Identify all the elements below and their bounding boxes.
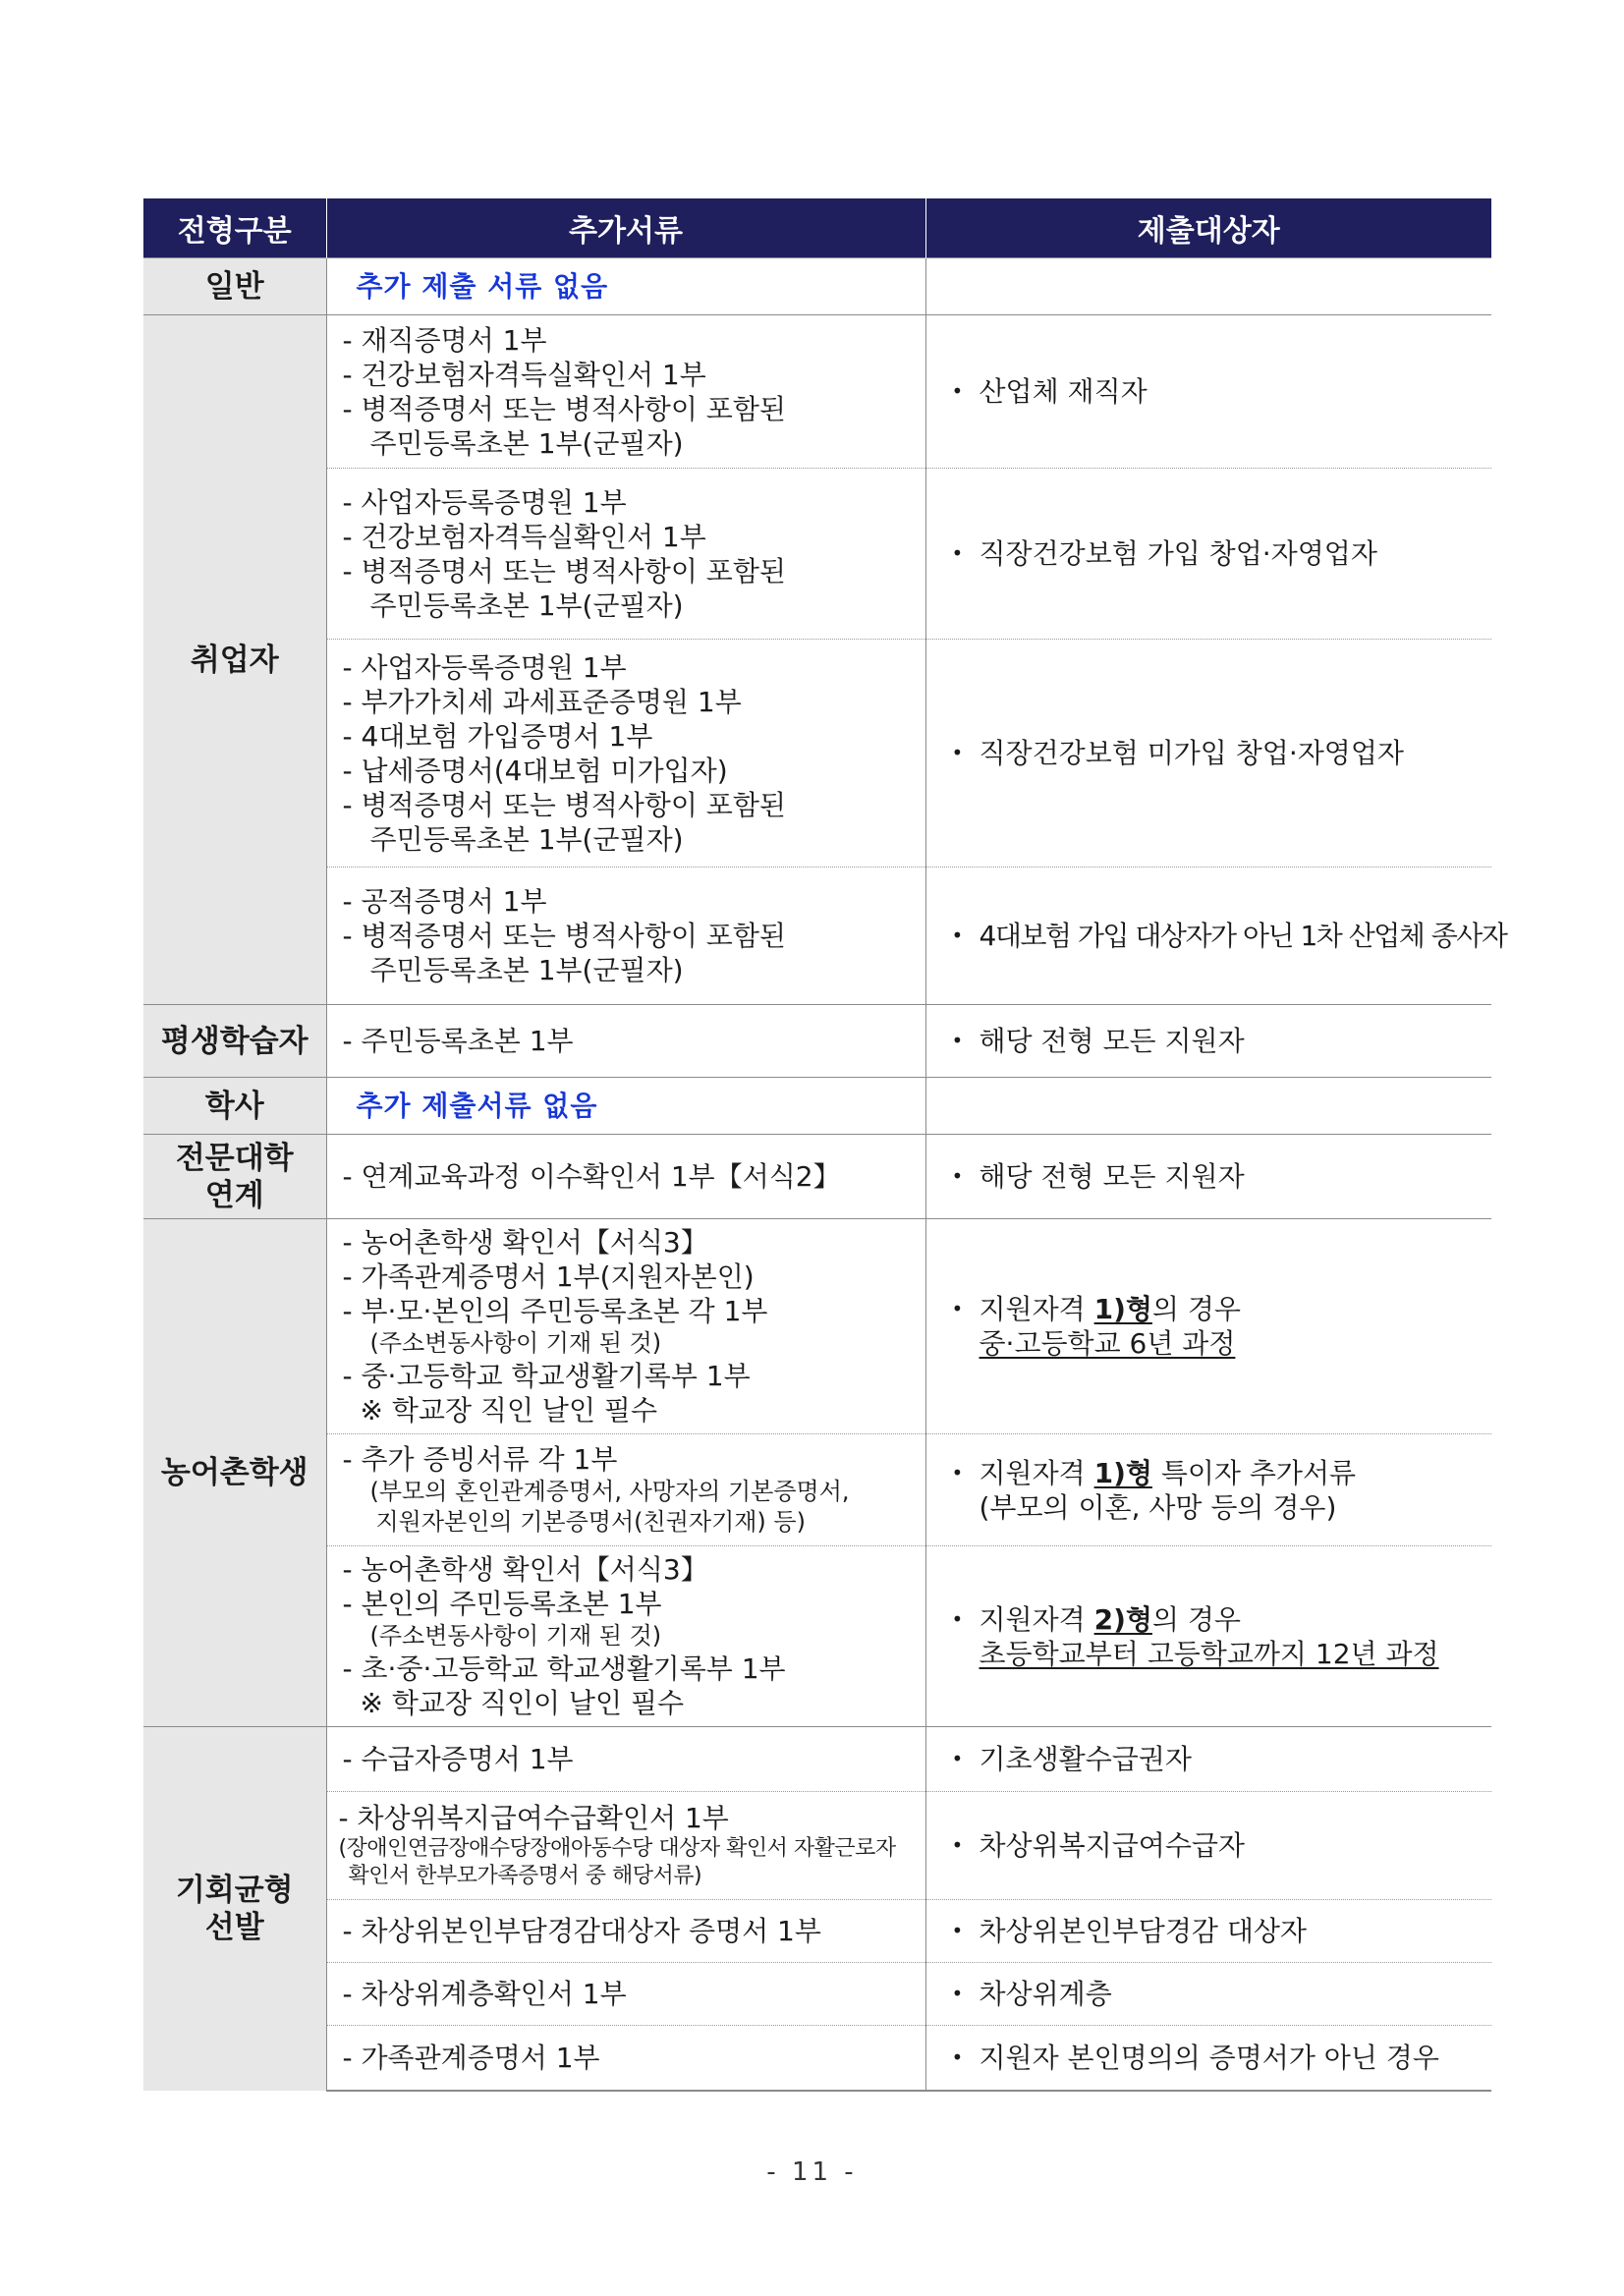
target-text: • 직장건강보험 가입 창업·자영업자	[952, 536, 1479, 571]
doc-line: - 사업자등록증명원 1부	[342, 485, 627, 519]
target-suffix: 의 경우	[1151, 1602, 1241, 1636]
target-cell	[925, 1900, 1491, 1963]
table-row	[143, 868, 1491, 1005]
docs-cell	[326, 640, 925, 868]
target-cell	[925, 1135, 1491, 1219]
target-prefix: 지원자격	[979, 1456, 1094, 1489]
qualification-type: 1)형	[1093, 1456, 1152, 1489]
doc-line: (부모의 혼인관계증명서, 사망자의 기본증명서,	[369, 1478, 850, 1505]
target-cell	[925, 1434, 1491, 1546]
target-text: • 차상위본인부담경감 대상자	[952, 1914, 1479, 1948]
doc-line: - 병적증명서 또는 병적사항이 포함된	[342, 920, 786, 952]
qualification-type: 1)형	[1093, 1293, 1152, 1325]
target-cell	[925, 315, 1491, 469]
docs-cell	[326, 1727, 925, 1792]
doc-line: - 사업자등록증명원 1부	[342, 650, 627, 684]
target-cell	[925, 1727, 1491, 1792]
header-category: 전형구분	[143, 198, 326, 258]
target-cell	[925, 1792, 1491, 1900]
doc-line: - 가족관계증명서 1부(지원자본인)	[342, 1260, 755, 1293]
target-detail: 중·고등학교 6년 과정	[979, 1327, 1236, 1360]
target-cell	[925, 2026, 1491, 2091]
header-target: 제출대상자	[925, 198, 1491, 258]
category-lifelong: 평생학습자	[143, 1005, 326, 1078]
table-row	[143, 1900, 1491, 1963]
doc-line: - 재직증명서 1부	[342, 323, 547, 357]
target-text	[952, 1456, 1479, 1490]
doc-line: - 건강보험자격득실확인서 1부	[342, 358, 706, 391]
docs-cell	[326, 1792, 925, 1900]
category-line: 연계	[204, 1177, 264, 1213]
doc-line: 지원자본인의 기본증명서(친권자기재) 등)	[375, 1508, 806, 1536]
table-row	[143, 1792, 1491, 1900]
table-row	[143, 2026, 1491, 2091]
target-text: • 해당 전형 모든 지원자	[952, 1024, 1479, 1058]
table-row	[143, 1434, 1491, 1546]
doc-line: - 병적증명서 또는 병적사항이 포함된	[342, 554, 786, 588]
docs-cell	[326, 868, 925, 1005]
target-cell	[925, 640, 1491, 868]
doc-line: 주민등록초본 1부(군필자)	[369, 588, 684, 622]
docs-cell	[326, 1546, 925, 1727]
docs-cell	[326, 2026, 925, 2091]
target-text: • 기초생활수급권자	[952, 1742, 1479, 1776]
qualification-type: 2)형	[1093, 1602, 1152, 1636]
table-row	[143, 1963, 1491, 2026]
doc-line: - 농어촌학생 확인서【서식3】	[342, 1553, 708, 1586]
doc-line: - 병적증명서 또는 병적사항이 포함된	[342, 788, 786, 821]
table-row	[143, 469, 1491, 640]
category-bachelor: 학사	[143, 1078, 326, 1135]
empty-target	[925, 1078, 1491, 1135]
table-row	[143, 1005, 1491, 1078]
doc-line: - 납세증명서(4대보험 미가입자)	[342, 754, 728, 787]
target-text: • 산업체 재직자	[952, 374, 1479, 409]
no-docs-note: 추가 제출 서류 없음	[326, 258, 925, 315]
target-cell	[925, 1219, 1491, 1434]
target-cell	[925, 469, 1491, 640]
doc-line: - 차상위본인부담경감대상자 증명서 1부	[342, 1915, 821, 1947]
target-detail: 초등학교부터 고등학교까지 12년 과정	[979, 1637, 1439, 1670]
table-header	[143, 198, 1491, 258]
table-row	[143, 315, 1491, 469]
table-row	[143, 1135, 1491, 1219]
target-text: • 차상위계층	[952, 1977, 1479, 2011]
doc-line: - 중·고등학교 학교생활기록부 1부	[342, 1360, 751, 1392]
table-row	[143, 1727, 1491, 1792]
docs-cell	[326, 469, 925, 640]
target-text: • 직장건강보험 미가입 창업·자영업자	[952, 736, 1479, 770]
target-cell	[925, 1963, 1491, 2026]
target-text	[952, 1292, 1479, 1326]
target-prefix: 지원자격	[979, 1602, 1094, 1636]
empty-target	[925, 258, 1491, 315]
page-number: - 11 -	[766, 2157, 858, 2187]
document-table	[143, 198, 1507, 2092]
doc-line: - 초·중·고등학교 학교생활기록부 1부	[342, 1652, 786, 1685]
doc-line: - 본인의 주민등록초본 1부	[342, 1588, 662, 1620]
target-suffix: 특이자 추가서류	[1151, 1456, 1357, 1489]
category-rural: 농어촌학생	[143, 1219, 326, 1727]
doc-line: (주소변동사항이 기재 된 것)	[369, 1329, 662, 1357]
category-equal-opportunity	[143, 1727, 326, 2091]
doc-line: - 병적증명서 또는 병적사항이 포함된	[342, 392, 786, 425]
target-detail: (부모의 이혼, 사망 등의 경우)	[979, 1490, 1337, 1524]
doc-line: - 차상위복지급여수급확인서 1부	[338, 1802, 729, 1834]
docs-cell	[326, 1005, 925, 1078]
doc-line: - 공적증명서 1부	[342, 885, 547, 918]
doc-line: - 차상위계층확인서 1부	[342, 1978, 627, 2010]
docs-cell	[326, 1219, 925, 1434]
doc-line: 주민등록초본 1부(군필자)	[369, 426, 684, 460]
target-prefix: 지원자격	[979, 1293, 1094, 1325]
header-documents: 추가서류	[326, 198, 925, 258]
no-docs-note: 추가 제출서류 없음	[326, 1078, 925, 1135]
doc-line: - 4대보험 가입증명서 1부	[342, 719, 653, 753]
target-text: • 차상위복지급여수급자	[952, 1828, 1479, 1863]
doc-line: (주소변동사항이 기재 된 것)	[369, 1622, 662, 1650]
table-row	[143, 1546, 1491, 1727]
target-cell	[925, 868, 1507, 1005]
target-cell	[925, 1005, 1491, 1078]
category-general: 일반	[143, 258, 326, 315]
doc-line: - 부·모·본인의 주민등록초본 각 1부	[342, 1295, 768, 1327]
docs-cell	[326, 1434, 925, 1546]
doc-line: 주민등록초본 1부(군필자)	[369, 954, 684, 986]
table-row	[143, 1078, 1491, 1135]
target-text	[952, 1602, 1479, 1637]
doc-line: - 건강보험자격득실확인서 1부	[342, 520, 706, 553]
docs-cell	[326, 315, 925, 469]
table-row	[143, 640, 1491, 868]
table-row	[143, 258, 1491, 315]
table-row	[143, 1219, 1491, 1434]
target-text: • 4대보험 가입 대상자가 아닌 1차 산업체 종사자	[952, 919, 1479, 953]
doc-line: - 연계교육과정 이수확인서 1부【서식2】	[342, 1160, 841, 1193]
target-cell	[925, 1546, 1491, 1727]
doc-line: - 부가가치세 과세표준증명원 1부	[342, 685, 742, 718]
target-text: • 해당 전형 모든 지원자	[952, 1159, 1479, 1194]
category-line: 전문대학	[175, 1140, 294, 1176]
doc-line: - 추가 증빙서류 각 1부	[342, 1443, 618, 1476]
category-college	[143, 1135, 326, 1219]
doc-line: (장애인연금장애수당장애아동수당 대상자 확인서 자활근로자	[338, 1836, 896, 1861]
doc-line: ※ 학교장 직인이 날인 필수	[360, 1687, 685, 1719]
target-suffix: 의 경우	[1151, 1293, 1241, 1325]
target-text: • 지원자 본인명의의 증명서가 아닌 경우	[952, 2041, 1479, 2075]
docs-cell	[326, 1900, 925, 1963]
docs-cell	[326, 1135, 925, 1219]
doc-line: ※ 학교장 직인 날인 필수	[360, 1394, 657, 1427]
category-employed: 취업자	[143, 315, 326, 1005]
doc-line: - 수급자증명서 1부	[342, 1743, 574, 1775]
doc-line: - 농어촌학생 확인서【서식3】	[342, 1226, 708, 1259]
doc-line: 주민등록초본 1부(군필자)	[369, 822, 684, 856]
docs-cell	[326, 1963, 925, 2026]
category-line: 기회균형	[175, 1872, 294, 1908]
category-line: 선발	[204, 1909, 264, 1945]
doc-line: - 주민등록초본 1부	[342, 1025, 574, 1057]
doc-line: - 가족관계증명서 1부	[342, 2041, 600, 2074]
doc-line: 확인서 한부모가족증명서 중 해당서류)	[348, 1864, 702, 1888]
